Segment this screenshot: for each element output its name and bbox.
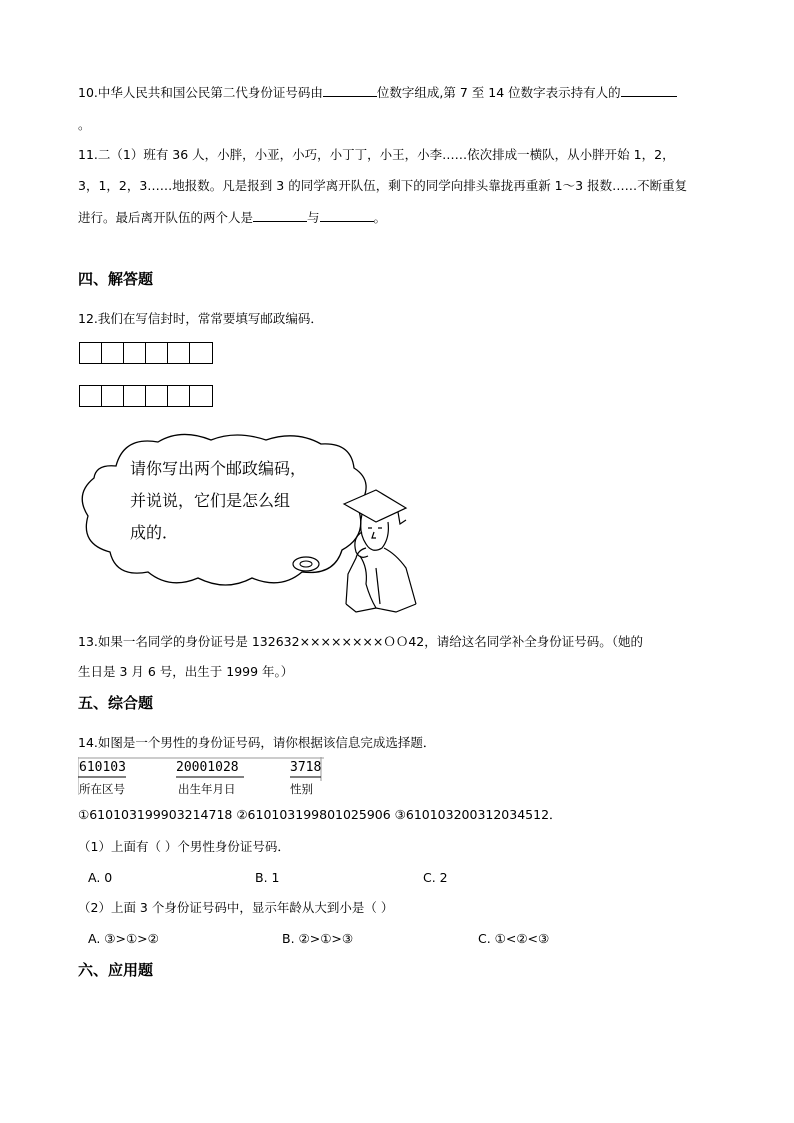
q14-sub2-option-a[interactable]: A. ③>①>② xyxy=(88,931,159,946)
q11-text-part1: 进行。最后离开队伍的两个人是 xyxy=(78,210,254,225)
q10-line1 xyxy=(78,84,677,101)
q13-line1: 13.如果一名同学的身份证号是 132632××××××××ＯＯ42，请给这名同学补全身份证号码。（她的 xyxy=(78,634,644,649)
zip-cell[interactable] xyxy=(146,386,168,406)
zip-cell[interactable] xyxy=(124,386,146,406)
bubble-text xyxy=(130,453,306,549)
zip-cell[interactable] xyxy=(124,343,146,363)
q10-text-part2: 位数字组成,第 7 至 14 位数字表示持有人的 xyxy=(376,85,621,100)
q10-line2: 。 xyxy=(78,117,91,132)
bubble-line-1: 请你写出两个邮政编码， xyxy=(130,459,307,478)
q11-blank-1[interactable] xyxy=(253,209,307,222)
q14-text: 14.如图是一个男性的身份证号码，请你根据该信息完成选择题． xyxy=(78,735,436,750)
q14-sub1-question: （1）上面有（ ）个男性身份证号码． xyxy=(78,839,290,854)
q11-text-part3: 。 xyxy=(373,210,387,225)
zip-cell[interactable] xyxy=(80,343,102,363)
q14-sub2-option-c[interactable]: C. ①<②<③ xyxy=(478,931,550,946)
q10-blank-1[interactable] xyxy=(323,84,377,97)
id-number-diagram xyxy=(78,757,324,795)
label-gender: 性别 xyxy=(290,782,313,796)
q11-line2: 3，1，2，3……地报数。凡是报到 3 的同学离开队伍，剩下的同学向排头靠拢再重新 1～3 报数……不断重复 xyxy=(78,178,688,193)
zip-cell[interactable] xyxy=(146,343,168,363)
section-5-heading: 五、综合题 xyxy=(78,694,154,712)
bubble-line-2: 并说说，它们是怎么组 xyxy=(130,491,291,510)
label-birth: 出生年月日 xyxy=(178,782,236,796)
q11-text-part2: 与 xyxy=(307,210,320,225)
zip-code-boxes-1[interactable] xyxy=(79,342,213,364)
q14-id-options: ①610103199903214718 ②610103199801025906 ③610103200312034512． xyxy=(78,807,562,822)
q11-line3 xyxy=(78,209,386,226)
scholar-figure xyxy=(344,490,416,612)
q14-sub1-option-c[interactable]: C. 2 xyxy=(423,870,448,885)
q14-sub1-option-b[interactable]: B. 1 xyxy=(255,870,280,885)
q14-sub2-option-b[interactable]: B. ②>①>③ xyxy=(282,931,354,946)
zip-cell[interactable] xyxy=(102,343,124,363)
q11-line1: 11.二（1）班有 36 人，小胖，小亚，小巧，小丁丁，小王，小李……依次排成一横队，从小胖开始 1，2， xyxy=(78,147,675,162)
q11-blank-2[interactable] xyxy=(320,209,374,222)
id-area-code: 610103 xyxy=(79,760,126,775)
q12-text: 12.我们在写信封时，常常要填写邮政编码． xyxy=(78,311,323,326)
zip-cell[interactable] xyxy=(80,386,102,406)
id-gender-digits: 3718 xyxy=(290,760,322,775)
zip-cell[interactable] xyxy=(168,343,190,363)
bubble-line-3: 成的． xyxy=(130,523,179,542)
zip-cell[interactable] xyxy=(102,386,124,406)
q10-blank-2[interactable] xyxy=(621,84,677,97)
section-4-heading: 四、解答题 xyxy=(78,270,154,288)
section-6-heading: 六、应用题 xyxy=(78,961,154,979)
zip-cell[interactable] xyxy=(190,386,212,406)
q14-sub2-question: （2）上面 3 个身份证号码中，显示年龄从大到小是（ ） xyxy=(78,900,394,915)
q10-text-part1: 10.中华人民共和国公民第二代身份证号码由 xyxy=(78,85,323,100)
zip-code-boxes-2[interactable] xyxy=(79,385,213,407)
q14-sub1-option-a[interactable]: A. 0 xyxy=(88,870,113,885)
zip-cell[interactable] xyxy=(168,386,190,406)
id-birth-date: 20001028 xyxy=(176,760,239,775)
label-area: 所在区号 xyxy=(79,782,125,796)
q13-line2: 生日是 3 月 6 号，出生于 1999 年。） xyxy=(78,664,294,679)
zip-cell[interactable] xyxy=(190,343,212,363)
